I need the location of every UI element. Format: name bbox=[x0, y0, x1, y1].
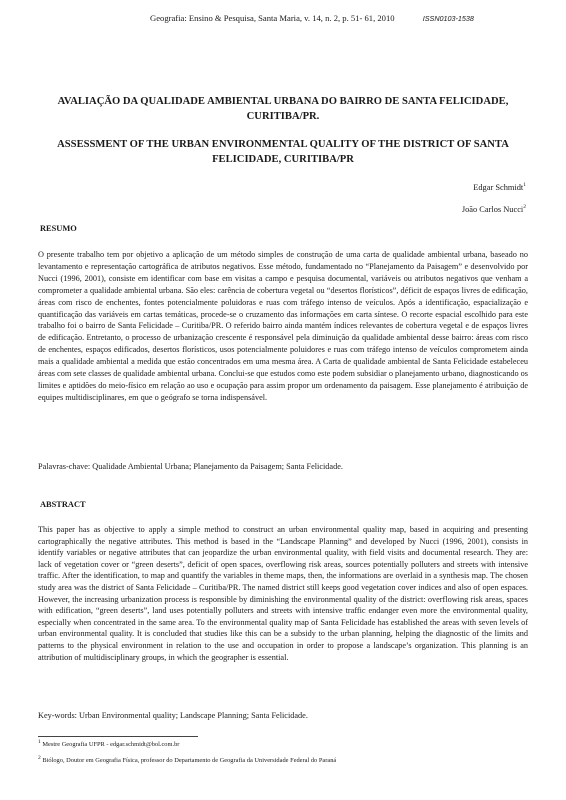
author-2-footnote-mark: 2 bbox=[523, 204, 526, 211]
running-header bbox=[150, 13, 526, 23]
footnote-2-mark: 2 bbox=[38, 754, 41, 761]
footnote-1 bbox=[38, 738, 180, 748]
author-1-name: Edgar Schmidt bbox=[473, 183, 524, 192]
abstract-body: This paper has as objective to apply a simple method to construct an urban environmental quality map, based in acquiring and presenting cartographically the negative attributes. This method is based in the “Landscape Planning” and developed by Nucci (1996, 2001), consists in identify variables or negative attributes that can jeopardize the urban environmental quality, with field visits and documental research. They are: lack of vegetation cover or “green deserts”, deficit of open spaces, overflowing risk areas, sources potentially polluters and streets with intensive traffic. After the identification, to map and quantify the variables in theme maps, then, the informations are overlaid in a synthesis map. The chosen study area was the district of Santa Felicidade – Curitiba/PR. The named district still keeps good vegetation cover indices and also of open espaces. However, the increasing urbanization process is responsible by diminishing the environmental quality of the district: overflowing risk areas, spaces with edification, “green deserts”, land uses potentially polluters and streets with intensive traffic endanger even more the environmental quality, especially when concentrated in the same area. To the environmental quality map of Santa Felicidade has established the areas with seven levels of urban environmental quality. It is concluded that studies like this can be a subsidy to the urban planning, helping the diagnostic of the limits and patterns to the physical environment in relation to the use and occupation in order to propose a landscape’s organization. This planning is an attribution of multidisciplinary groups, in which the geographer is essential. bbox=[38, 525, 528, 662]
abstract-keywords: Key-words: Urban Environmental quality; Landscape Planning; Santa Felicidade. bbox=[38, 711, 308, 720]
resumo-heading: RESUMO bbox=[40, 224, 77, 233]
issn-label: ISSN0103-1538 bbox=[422, 14, 474, 23]
footnote-1-text: Mestre Geografia UFPR - edgar.schmidt@bol.com.br bbox=[40, 741, 180, 748]
author-1 bbox=[473, 183, 526, 192]
author-2 bbox=[462, 205, 526, 214]
footnote-divider bbox=[38, 736, 198, 737]
footnote-2-text: Biólogo, Doutor em Geografia Física, professor do Departamento de Geografia da Universidade Federal do Paraná bbox=[40, 757, 337, 764]
journal-citation: Geografia: Ensino & Pesquisa, Santa Maria, v. 14, n. 2, p. 51- 61, 2010 bbox=[150, 13, 395, 23]
title-portuguese: AVALIAÇÃO DA QUALIDADE AMBIENTAL URBANA DO BAIRRO DE SANTA FELICIDADE, CURITIBA/PR. bbox=[57, 96, 509, 122]
author-2-name: João Carlos Nucci bbox=[461, 205, 524, 214]
abstract-heading: ABSTRACT bbox=[40, 500, 86, 509]
author-1-footnote-mark: 1 bbox=[523, 182, 526, 189]
title-english: ASSESSMENT OF THE URBAN ENVIRONMENTAL QUALITY OF THE DISTRICT OF SANTA FELICIDADE, CURITIBA/PR bbox=[57, 139, 509, 165]
resumo-body: O presente trabalho tem por objetivo a aplicação de um método simples de construção de uma carta de qualidade ambiental urbana, baseado no levantamento e representação cartográfica de atributos negativos. Esse método, fundamentado no “Planejamento da Paisagem” e desenvolvido por Nucci (1996, 2001), consiste em identificar com base em visitas a campo e pesquisa documental, variáveis ou atributos negativos que venham a comprometer a qualidade ambiental urbana. São eles: carência de cobertura vegetal ou “desertos florísticos”, déficit de espaços livres de edificação, áreas com risco de enchentes, fontes potencialmente poluidoras e ruas com tráfego intenso de veículos. Após a identificação, espacialização e quantificação das variáveis em cartas temáticas, procede-se o cruzamento das informações em carta síntese. O recorte espacial escolhido para este trabalho foi o bairro de Santa Felicidade – Curitiba/PR. O referido bairro ainda mantém índices relevantes de cobertura vegetal e de espaços livres de edificação. Entretanto, o processo de urbanização crescente é responsável pela diminuição da qualidade ambiental desse bairro: áreas com risco de enchentes, espaços edificados, desertos florísticos, usos potencialmente poluidores e ruas com tráfego intenso de veículos comprometem ainda mais a qualidade ambiental a medida que estão concentrados em uma mesma área. A Carta de qualidade ambiental de Santa Felicidade estabeleceu áreas com sete classes de qualidade ambiental urbana. Conclui-se que estudos como este podem subsidiar o planejamento urbano, diagnosticando os limites e aptidões do meio-físico em relação ao uso e ocupação para assim propor um ordenamento da paisagem. Esse planejamento é atribuição de equipes multidisciplinares, em que o geógrafo se torna indispensável. bbox=[38, 250, 528, 402]
footnote-2 bbox=[38, 754, 337, 764]
footnote-1-mark: 1 bbox=[38, 738, 41, 745]
resumo-keywords: Palavras-chave: Qualidade Ambiental Urbana; Planejamento da Paisagem; Santa Felicidade. bbox=[38, 462, 343, 471]
